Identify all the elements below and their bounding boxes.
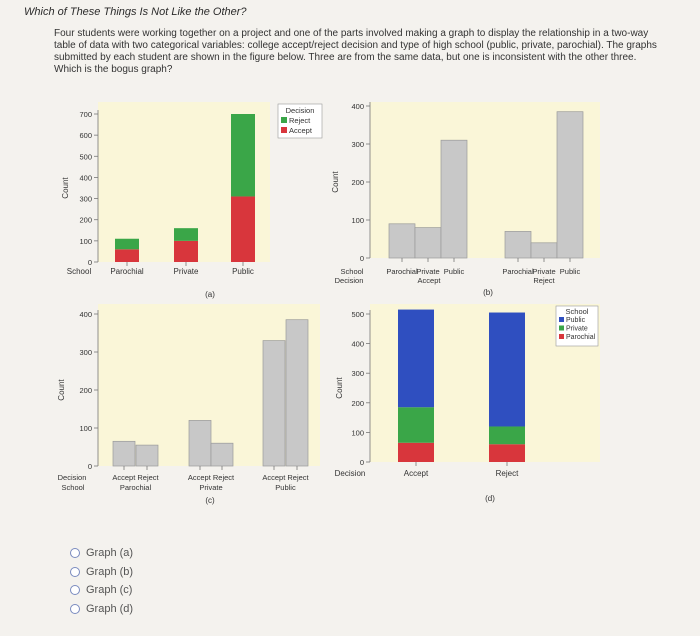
y-axis-label: Count (331, 171, 340, 193)
x-axis-title: School (340, 267, 364, 276)
panel-label-b: (b) (483, 288, 493, 297)
question-title: Which of These Things Is Not Like the Other? (24, 6, 247, 18)
y-tick-label: 0 (87, 462, 92, 471)
option-graph-c[interactable] (70, 581, 133, 600)
x-axis-title: School (66, 267, 92, 276)
bar (263, 341, 285, 466)
y-axis-label: Count (61, 177, 70, 199)
x-tick-label: Accept Reject (187, 473, 235, 482)
y-tick-label: 200 (351, 178, 364, 187)
legend-entry-private: Private (566, 325, 588, 333)
bar-accept (174, 241, 198, 262)
x-tick-label: Parochial (110, 267, 144, 276)
bar-parochial (489, 444, 525, 462)
x-axis-title: Decision (334, 276, 364, 285)
y-tick-label: 700 (79, 110, 92, 119)
y-tick-label: 300 (351, 369, 364, 379)
legend-swatch-parochial (559, 334, 564, 339)
bar (531, 243, 557, 258)
group-label: Private (199, 483, 223, 492)
bar-reject (115, 239, 139, 250)
y-tick-label: 500 (79, 152, 92, 162)
bar (113, 441, 135, 466)
panel-label-c: (c) (205, 496, 215, 505)
bar (389, 224, 415, 258)
y-tick-label: 0 (359, 254, 364, 263)
x-tick-label: Accept Reject (262, 473, 309, 482)
bar (136, 445, 158, 466)
y-tick-label: 500 (351, 310, 364, 319)
y-tick-label: 400 (79, 310, 92, 319)
panel-label-d: (d) (485, 494, 495, 503)
x-tick-label: Public (232, 267, 254, 276)
x-tick-label: Accept Reject (112, 473, 159, 482)
bar-public (489, 313, 525, 427)
y-tick-label: 100 (79, 424, 92, 433)
bar (441, 140, 467, 258)
y-tick-label: 300 (79, 194, 92, 204)
x-axis-title: School (61, 483, 85, 492)
radio-button[interactable] (70, 585, 80, 595)
option-graph-a[interactable] (70, 544, 133, 563)
bar-public (398, 310, 434, 408)
group-label: Public (275, 483, 296, 492)
option-graph-b[interactable] (70, 563, 133, 582)
bar-parochial (398, 443, 434, 462)
legend-swatch-private (559, 326, 564, 331)
y-tick-label: 100 (351, 428, 364, 438)
x-tick-label: Public (443, 267, 465, 276)
bar (211, 443, 233, 466)
x-tick-label: Accept (403, 469, 429, 478)
x-tick-label: Reject (495, 469, 519, 478)
bar (189, 420, 211, 466)
y-tick-label: 600 (79, 131, 92, 141)
y-tick-label: 100 (79, 236, 92, 246)
legend-entry-parochial: Parochial (566, 334, 596, 341)
group-label: Accept (417, 276, 441, 285)
option-label: Graph (a) (86, 547, 134, 560)
radio-button[interactable] (70, 604, 80, 614)
bar-accept (115, 249, 139, 262)
bar-private (489, 426, 525, 444)
x-tick-label: Parochial (386, 267, 418, 276)
option-label: Graph (d) (86, 602, 134, 615)
group-label: Parochial (119, 483, 152, 492)
option-label: Graph (b) (86, 565, 134, 578)
x-axis-title: Decision (334, 469, 366, 478)
y-tick-label: 300 (79, 348, 92, 357)
legend-swatch-accept (281, 127, 287, 133)
option-label: Graph (c) (86, 584, 133, 597)
legend-swatch-reject (281, 117, 287, 123)
x-tick-label: Public (559, 267, 581, 276)
legend-entry-reject: Reject (289, 116, 311, 125)
legend-entry-accept: Accept (289, 126, 312, 135)
y-tick-label: 0 (87, 258, 92, 267)
bar (505, 231, 531, 258)
y-tick-label: 400 (79, 173, 92, 183)
bar (415, 228, 441, 258)
y-tick-label: 100 (351, 216, 364, 225)
bar-accept (231, 196, 255, 262)
question-prompt: Four students were working together on a project and one of the parts involved making a graph to display the relationship in a two-way table of data with two categorical variables: college accept/reject decision and type of high school (public, private, parochial). The graphs submitted by each student are shown in the figure below. Three are from the same data, but one is inconsistent with the other three. Which is the bogus graph? (54, 28, 657, 75)
panel-label-a: (a) (205, 290, 215, 299)
y-tick-label: 400 (351, 102, 364, 111)
bar-reject (231, 114, 255, 196)
y-axis-label: Count (335, 377, 344, 399)
bar-reject (174, 228, 198, 241)
y-axis-label: Count (57, 379, 66, 401)
legend-entry-public: Public (566, 317, 586, 324)
bar-private (398, 407, 434, 443)
y-tick-label: 400 (351, 339, 364, 349)
radio-button[interactable] (70, 548, 80, 558)
radio-button[interactable] (70, 567, 80, 577)
x-tick-label: Parochial (502, 267, 534, 276)
y-tick-label: 200 (79, 386, 92, 395)
y-tick-label: 200 (79, 215, 92, 225)
y-tick-label: 300 (351, 140, 364, 149)
bar (557, 112, 583, 258)
x-tick-label: Private (532, 267, 556, 276)
option-graph-d[interactable] (70, 600, 133, 619)
group-label: Reject (533, 276, 555, 285)
legend-title: School (565, 307, 589, 316)
legend-swatch-public (559, 317, 564, 322)
answer-options (70, 544, 133, 618)
x-tick-label: Private (173, 267, 199, 276)
bar (286, 320, 308, 466)
x-axis-title: Decision (57, 473, 87, 482)
y-tick-label: 200 (351, 398, 364, 408)
legend-title: Decision (285, 106, 315, 115)
y-tick-label: 0 (359, 458, 364, 467)
x-tick-label: Private (416, 267, 440, 276)
